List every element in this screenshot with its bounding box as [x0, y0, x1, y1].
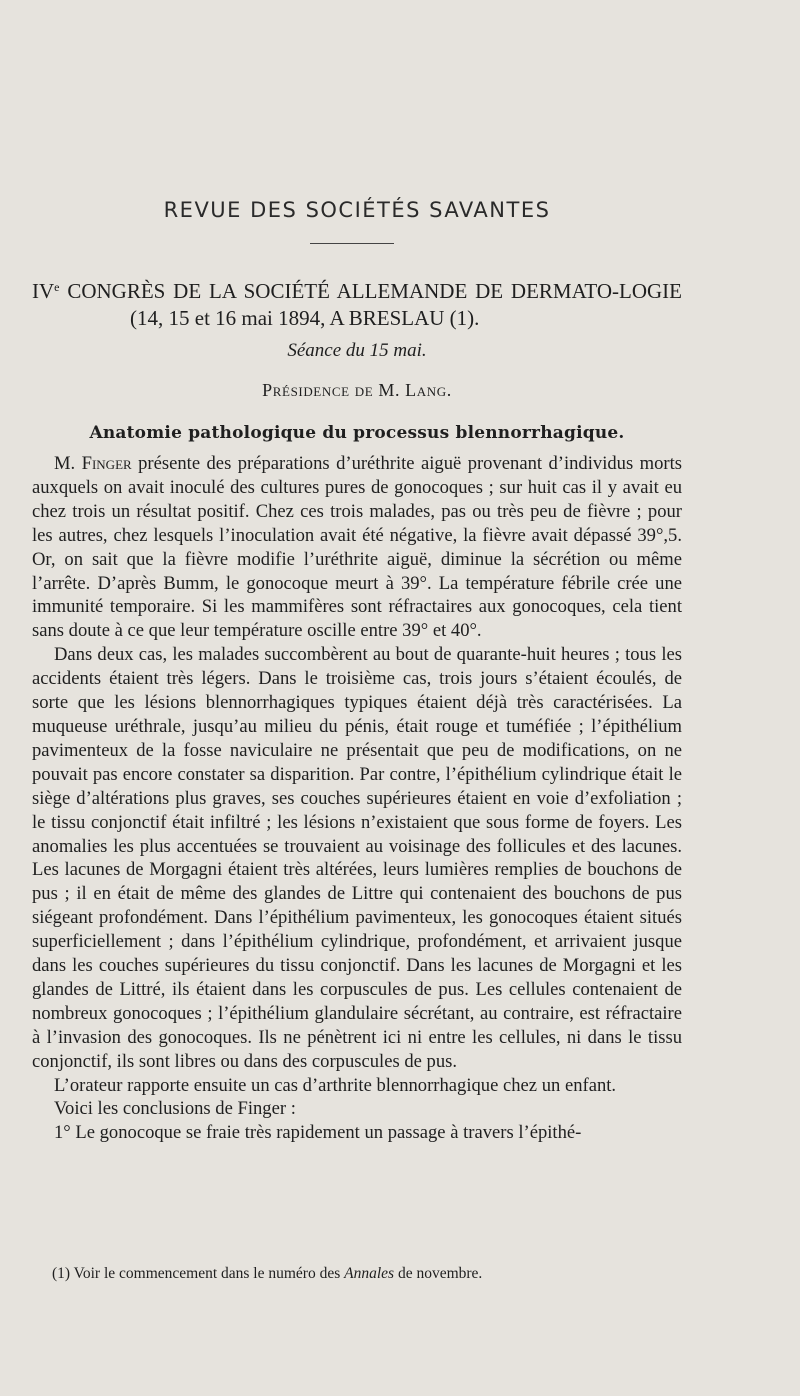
footnote-post: de novembre. — [394, 1265, 483, 1282]
section-title: REVUE DES SOCIÉTÉS SAVANTES — [163, 198, 551, 222]
footnote-pre: (1) Voir le commencement dans le numéro des — [52, 1265, 345, 1282]
footnote-journal: Annales — [344, 1265, 395, 1282]
paragraph-2: Dans deux cas, les malades succombèrent au bout de quarante-huit heures ; tous les accidents étaient très légers. Dans le troisième cas, trois jours s’étaient écoulés, de sorte que les lésions blennorrhagiques typiques étaient déjà très caractérisées. La muqueuse uréthrale, jusqu’au milieu du pénis, était rouge et tuméfiée ; l’épithélium pavimenteux de la fosse naviculaire ne présentait que peu de modifications, on ne pouvait pas encore constater sa disparition. Par contre, l’épithélium cylindrique était le siège d’altérations plus graves, ses couches supérieures étaient en voie d’exfoliation ; le tissu conjonctif était infiltré ; les lésions n’existaient que sous forme de foyers. Les anomalies les plus accentuées se trouvaient au voisinage des follicules et des lacunes. Les lacunes de Morgagni étaient très altérées, leurs lumières remplies de bouchons de pus ; il en était de même des glandes de Littre qui contenaient des bouchons de pus siégeant profondément. Dans l’épithélium pavimenteux, les gonocoques étaient situés superficiellement ; dans l’épithélium cylindrique, profondément, et arrivaient jusque dans les couches supérieures du tissu conjonctif. Dans les lacunes de Morgagni et les glandes de Littré, ils étaient dans les corpuscules de pus. Les cellules contenaient de nombreux gonocoques ; l’épithélium glandulaire sécrétant, au contraire, est réfractaire à l’invasion des gonocoques. Ils ne pénètrent ici ni entre les cellules, ni dans le tissu conjonctif, ils sont libres ou dans des corpuscules de pus. — [32, 644, 682, 1072]
congress-numeral-sup: e — [54, 280, 60, 294]
paragraph-4: Voici les conclusions de Finger : — [54, 1098, 296, 1120]
p1-text: présente des préparations d’uréthrite aiguë provenant d’individus morts auxquels on avait inoculé des cultures pures de gonocoques ; sur huit cas il y avait eu chez trois un résultat positif. Chez ces trois malades, pas ou très peu de fièvre ; pour les autres, chez lesquels l’inoculation avait été négative, la fièvre avait dépassé 39°,5. Or, on sait que la fièvre modifie l’uréthrite aiguë, diminue la sécrétion ou même l’arrête. D’après Bumm, le gonocoque meurt à 39°. La température fébrile crée une immunité temporaire. Si les mammifères sont réfractaires aux gonocoques, cela tient sans doute à ce que leur température oscille entre 39° et 40°. — [32, 453, 682, 642]
presidency-line: Présidence de M. Lang. — [262, 380, 452, 400]
title-divider — [310, 243, 394, 244]
congress-title: CONGRÈS DE LA SOCIÉTÉ ALLEMANDE DE DERMATO-LOGIE (14, 15 et 16 mai 1894, A BRESLAU (1). — [59, 279, 682, 330]
paragraph-3: L’orateur rapporte ensuite un cas d’arthrite blennorrhagique chez un enfant. — [54, 1074, 617, 1096]
speaker-name: Finger — [81, 453, 132, 474]
footnote — [52, 1265, 692, 1283]
congress-heading — [32, 274, 682, 332]
congress-numeral: IV — [32, 279, 55, 303]
paragraph-5: 1° Le gonocoque se fraie très rapidement un passage à travers l’épithé- — [54, 1122, 582, 1144]
subject-heading: Anatomie pathologique du processus blennorrhagique. — [89, 423, 625, 443]
session-date: Séance du 15 mai. — [287, 340, 427, 361]
body-text — [32, 452, 682, 1145]
p1-lead: M. — [54, 453, 82, 474]
paragraph-1 — [32, 452, 682, 643]
